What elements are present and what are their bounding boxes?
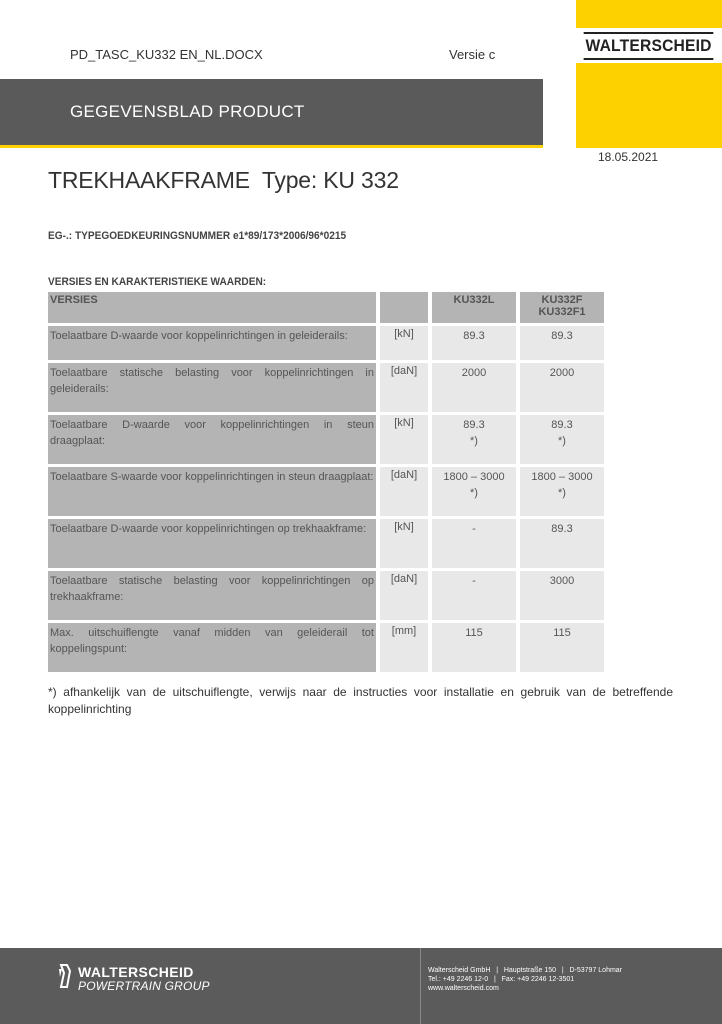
- footer-logo-name: WALTERSCHEID: [78, 964, 194, 980]
- type-approval-number: EG-.: TYPEGOEDKEURINGSNUMMER e1*89/173*2006/96*0215: [48, 230, 347, 242]
- table-row: [48, 415, 604, 464]
- header-versions: VERSIES: [48, 292, 376, 323]
- row-label: Toelaatbare S-waarde voor koppelinrichtingen in steun draagplaat:: [48, 467, 376, 516]
- footer-divider: [420, 948, 421, 1024]
- row-unit: [kN]: [380, 326, 428, 360]
- table-row: [48, 326, 604, 360]
- row-value-ku332l: 89.3: [432, 326, 516, 360]
- row-value-ku332f: 89.3 *): [520, 415, 604, 464]
- brand-yellow-block: [576, 0, 722, 148]
- table-row: [48, 467, 604, 516]
- header-ku332l: KU332L: [432, 292, 516, 323]
- row-value-ku332f: 89.3: [520, 326, 604, 360]
- table-row: [48, 363, 604, 412]
- table-header-row: [48, 292, 604, 323]
- footer-contact: Tel.: +49 2246 12-0 | Fax: +49 2246 12-3501: [428, 976, 575, 983]
- walterscheid-logo: [576, 28, 722, 63]
- row-value-ku332l: 1800 – 3000 *): [432, 467, 516, 516]
- row-value-ku332f: 2000: [520, 363, 604, 412]
- footer-website: www.walterscheid.com: [428, 985, 499, 992]
- row-label: Toelaatbare statische belasting voor koppelinrichtingen op trekhaakframe:: [48, 571, 376, 620]
- row-value-ku332l: 89.3 *): [432, 415, 516, 464]
- row-value-ku332f: 1800 – 3000 *): [520, 467, 604, 516]
- document-date: 18.05.2021: [598, 150, 659, 164]
- document-name: PD_TASC_KU332 EN_NL.DOCX: [70, 47, 263, 62]
- header-accent-line: [0, 145, 543, 148]
- versions-heading: VERSIES EN KARAKTERISTIEKE WAARDEN:: [48, 276, 267, 288]
- row-label: Toelaatbare D-waarde voor koppelinrichtingen in steun draagplaat:: [48, 415, 376, 464]
- row-unit: [mm]: [380, 623, 428, 672]
- header-ku332f: KU332F KU332F1: [520, 292, 604, 323]
- table-row: [48, 571, 604, 620]
- table-row: [48, 519, 604, 568]
- row-label: Max. uitschuiflengte vanaf midden van geleiderail tot koppelingspunt:: [48, 623, 376, 672]
- row-value-ku332f: 115: [520, 623, 604, 672]
- logo-text: WALTERSCHEID: [584, 32, 714, 60]
- row-unit: [daN]: [380, 363, 428, 412]
- row-label: Toelaatbare statische belasting voor koppelinrichtingen in geleiderails:: [48, 363, 376, 412]
- row-unit: [daN]: [380, 467, 428, 516]
- row-unit: [kN]: [380, 519, 428, 568]
- row-value-ku332f: 89.3: [520, 519, 604, 568]
- row-value-ku332l: -: [432, 519, 516, 568]
- row-value-ku332l: 2000: [432, 363, 516, 412]
- table-row: [48, 623, 604, 672]
- row-label: Toelaatbare D-waarde voor koppelinrichtingen op trekhaakframe:: [48, 519, 376, 568]
- row-label: Toelaatbare D-waarde voor koppelinrichtingen in geleiderails:: [48, 326, 376, 360]
- row-unit: [kN]: [380, 415, 428, 464]
- footnote: *) afhankelijk van de uitschuiflengte, verwijs naar de instructies voor installatie en gebruik van de betreffende koppelinrichting: [48, 685, 673, 716]
- header-unit: [380, 292, 428, 323]
- row-unit: [daN]: [380, 571, 428, 620]
- row-value-ku332l: 115: [432, 623, 516, 672]
- footer-logo-tagline: POWERTRAIN GROUP: [78, 979, 210, 993]
- row-value-ku332l: -: [432, 571, 516, 620]
- product-title: TREKHAAKFRAME Type: KU 332: [48, 167, 399, 193]
- walterscheid-emblem-icon: [58, 963, 72, 989]
- spec-table: [44, 289, 608, 675]
- footer-address: Walterscheid GmbH | Hauptstraße 150 | D-53797 Lohmar: [428, 967, 623, 974]
- row-value-ku332f: 3000: [520, 571, 604, 620]
- document-version: Versie c: [449, 47, 496, 62]
- header-bar-title: GEGEVENSBLAD PRODUCT: [70, 102, 305, 121]
